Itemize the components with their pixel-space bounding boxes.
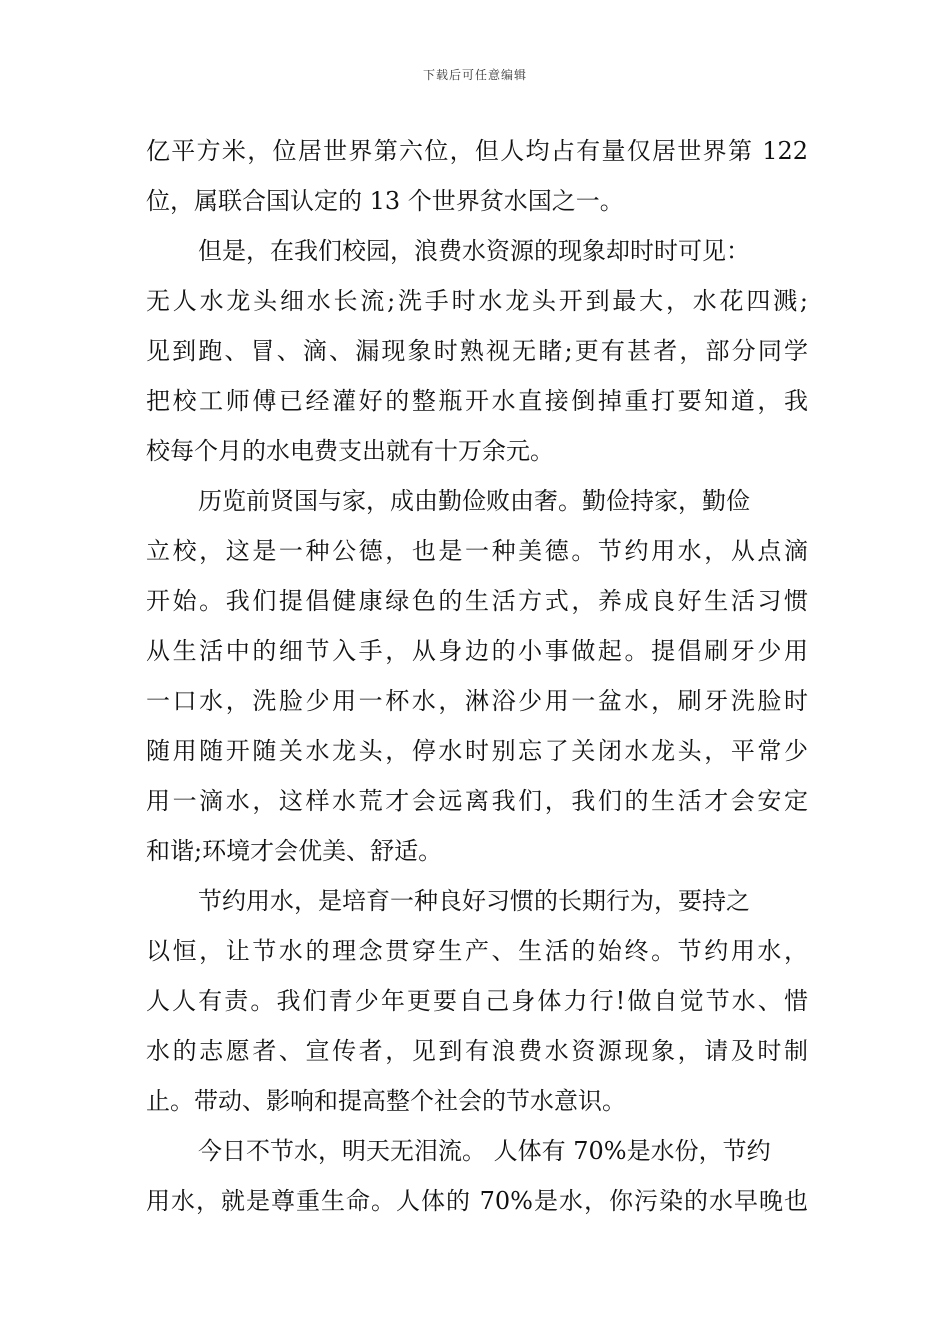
text-line: 无人水龙头细水长流;洗手时水龙头开到最大，水花四溅; <box>146 287 808 315</box>
paragraph-start-line: 但是，在我们校园，浪费水资源的现象却时时可见： <box>198 237 750 265</box>
text-line: 把校工师傅已经灌好的整瓶开水直接倒掉重打要知道，我 <box>146 387 808 415</box>
page-header: 下载后可任意编辑 <box>422 68 527 82</box>
paragraph-start-line: 历览前贤国与家，成由勤俭败由奢。勤俭持家，勤俭 <box>198 487 750 515</box>
text-line: 见到跑、冒、滴、漏现象时熟视无睹;更有甚者，部分同学 <box>146 337 808 365</box>
text-line: 和谐;环境才会优美、舒适。 <box>146 837 443 865</box>
document-body <box>146 126 808 1226</box>
text-line: 止。带动、影响和提高整个社会的节水意识。 <box>146 1087 626 1115</box>
text-line: 以恒，让节水的理念贯穿生产、生活的始终。节约用水， <box>146 937 808 965</box>
text-line: 位，属联合国认定的 13 个世界贫水国之一。 <box>146 187 624 215</box>
text-line: 水的志愿者、宣传者，见到有浪费水资源现象，请及时制 <box>146 1037 808 1065</box>
text-line: 一口水，洗脸少用一杯水，淋浴少用一盆水，刷牙洗脸时 <box>146 687 808 715</box>
text-line: 亿平方米，位居世界第六位，但人均占有量仅居世界第 122 <box>146 137 808 165</box>
text-line: 用水，就是尊重生命。人体的 70%是水，你污染的水早晚也 <box>146 1187 808 1215</box>
text-line: 随用随开随关水龙头，停水时别忘了关闭水龙头，平常少 <box>146 737 808 765</box>
text-line: 从生活中的细节入手，从身边的小事做起。提倡刷牙少用 <box>146 637 808 665</box>
text-line: 用一滴水，这样水荒才会远离我们，我们的生活才会安定 <box>146 787 808 815</box>
text-line: 人人有责。我们青少年更要自己身体力行!做自觉节水、惜 <box>146 987 808 1015</box>
paragraph-start-line: 今日不节水，明天无泪流。 人体有 70%是水份，节约 <box>198 1137 771 1165</box>
paragraph-start-line: 节约用水，是培育一种良好习惯的长期行为，要持之 <box>198 887 750 915</box>
text-line: 开始。我们提倡健康绿色的生活方式，养成良好生活习惯 <box>146 587 808 615</box>
text-line: 校每个月的水电费支出就有十万余元。 <box>146 437 554 465</box>
text-line: 立校，这是一种公德，也是一种美德。节约用水，从点滴 <box>146 537 808 565</box>
